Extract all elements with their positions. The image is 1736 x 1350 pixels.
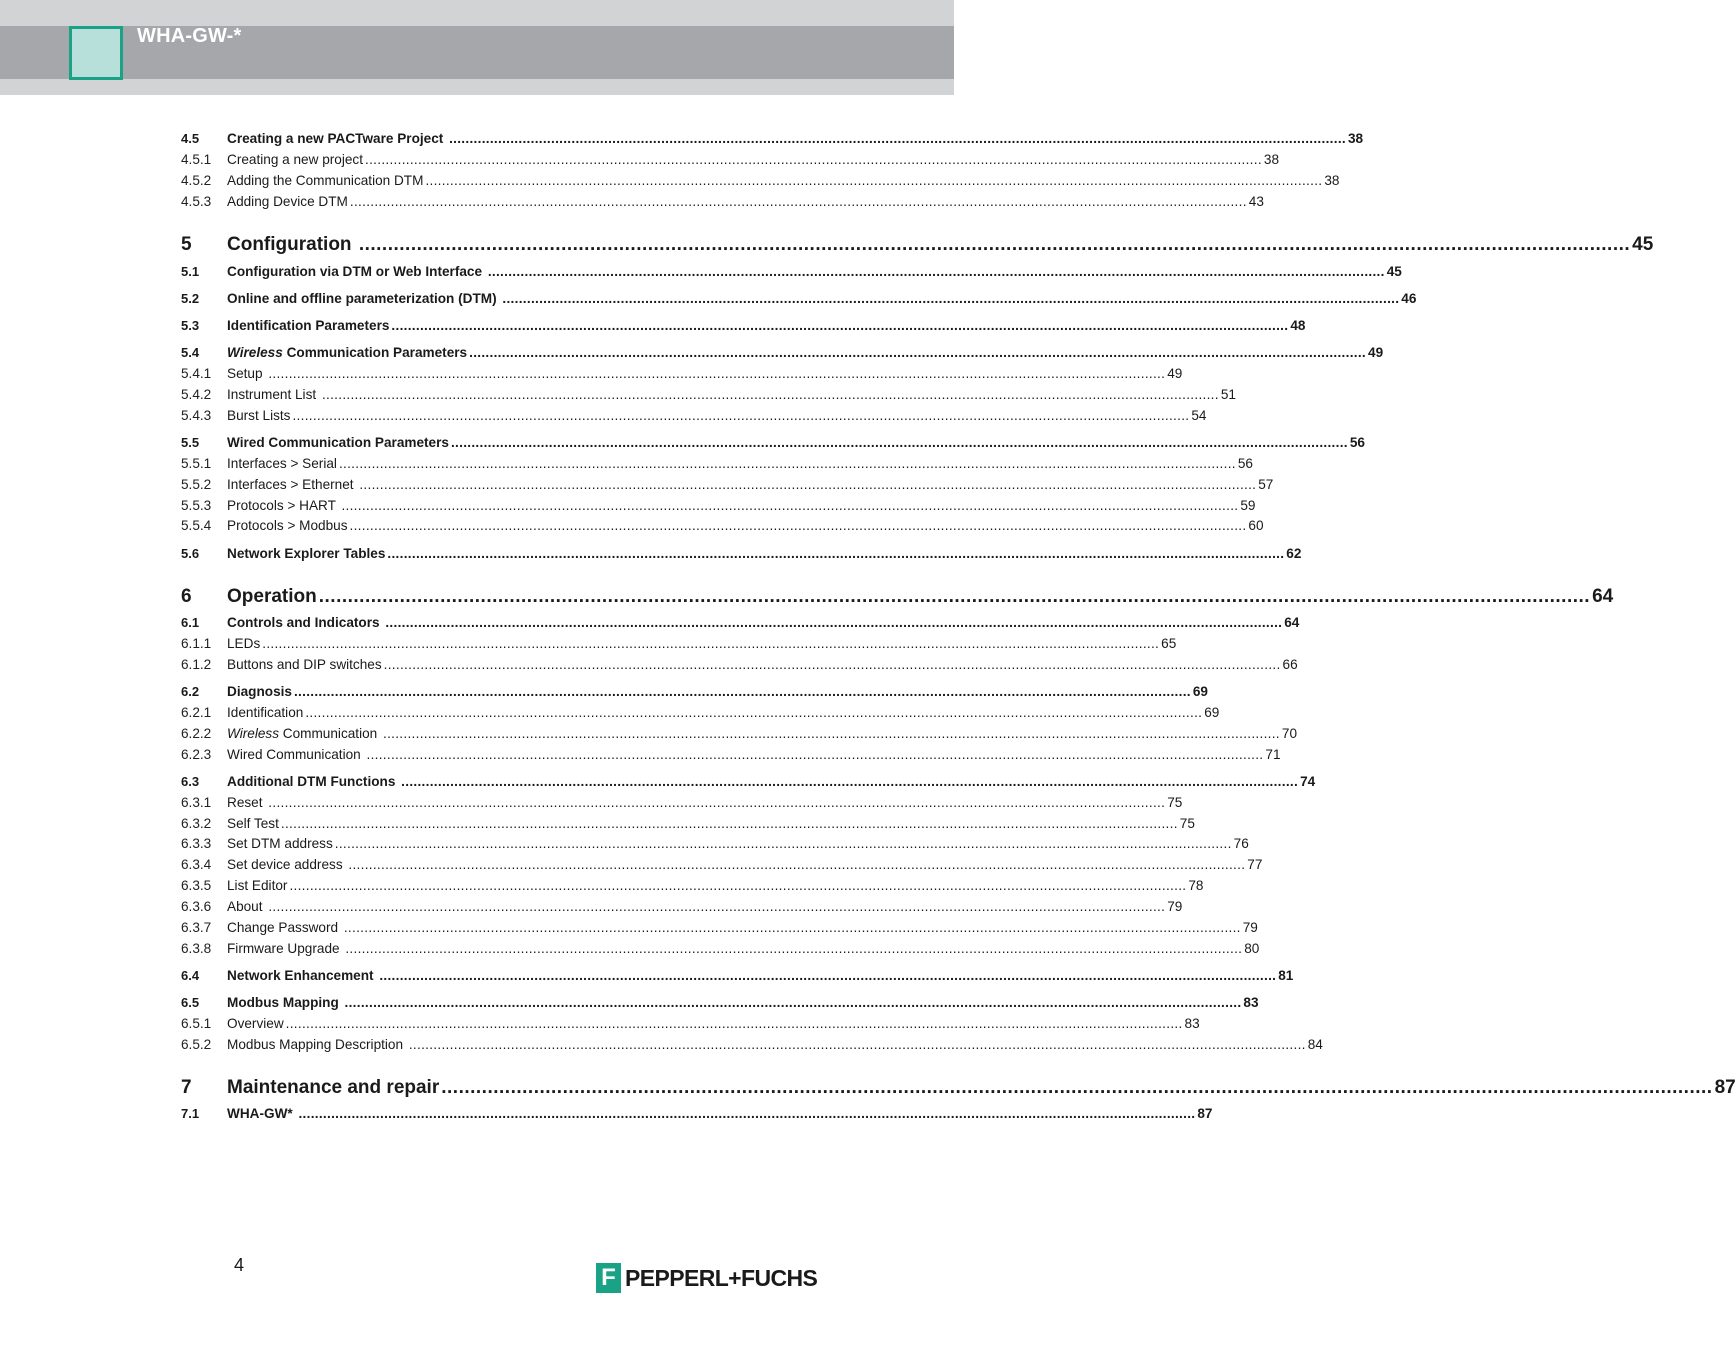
toc-title: About [227, 899, 267, 914]
toc-number: 7.1 [181, 1106, 200, 1121]
toc-title: Additional DTM Functions [227, 774, 400, 789]
toc-number: 6.4 [181, 968, 200, 983]
toc-leader-dots: ............................................................................................................................................................................................................................ [268, 795, 1166, 810]
toc-title: WHA-GW* [227, 1106, 297, 1121]
toc-subsection[interactable] [181, 836, 1249, 851]
toc-section[interactable] [181, 684, 1208, 699]
toc-chapter[interactable] [181, 1077, 1736, 1099]
toc-title: Set DTM address [227, 836, 333, 851]
toc-page: 56 [1237, 456, 1253, 471]
toc-leader-dots: ............................................................................................................................................................................................................................ [298, 1106, 1196, 1121]
toc-subsection[interactable] [181, 1016, 1200, 1031]
toc-number: 6.3.4 [181, 857, 212, 872]
toc-subsection[interactable] [181, 816, 1195, 831]
toc-title: Buttons and DIP switches [227, 657, 382, 672]
toc-leader-dots: ............................................................................................................................................................................................................................ [425, 173, 1323, 188]
toc-leader-dots: ............................................................................................................................................................................................................................ [343, 920, 1241, 935]
toc-section[interactable] [181, 774, 1316, 789]
toc-number: 5.3 [181, 318, 200, 333]
toc-subsection[interactable] [181, 173, 1340, 188]
toc-leader-dots: ............................................................................................................................................................................................................................ [450, 435, 1348, 450]
toc-title-rest: Communication Parameters [282, 345, 468, 360]
toc-leader-dots: ............................................................................................................................................................................................................................ [292, 408, 1190, 423]
toc-page: 57 [1258, 477, 1274, 492]
toc-title: Self Test [227, 816, 279, 831]
toc-number: 5.5 [181, 435, 200, 450]
toc-leader-dots: ............................................................................................................................................................................................................................ [268, 899, 1166, 914]
toc-number: 5.5.3 [181, 498, 212, 513]
toc-leader-dots: ............................................................................................................................................................................................................................ [285, 1016, 1183, 1031]
toc-subsection[interactable] [181, 387, 1236, 402]
toc-number: 6.3.2 [181, 816, 212, 831]
toc-page: 78 [1188, 878, 1204, 893]
toc-page: 81 [1278, 968, 1294, 983]
toc-page: 56 [1349, 435, 1365, 450]
toc-subsection[interactable] [181, 498, 1256, 513]
toc-number: 6.3.3 [181, 836, 212, 851]
toc-page: 79 [1242, 920, 1258, 935]
toc-leader-dots: ............................................................................................................................................................................................................................ [318, 586, 1591, 607]
toc-subsection[interactable] [181, 857, 1263, 872]
toc-leader-dots: ............................................................................................................................................................................................................................ [391, 318, 1289, 333]
toc-leader-dots: ............................................................................................................................................................................................................................ [365, 152, 1262, 167]
toc-page: 74 [1300, 774, 1316, 789]
toc-subsection[interactable] [181, 518, 1264, 533]
toc-number: 6.1.2 [181, 657, 212, 672]
toc-section[interactable] [181, 131, 1364, 146]
toc-page: 80 [1244, 941, 1260, 956]
toc-page: 54 [1191, 408, 1207, 423]
toc-title-italic: Wireless [227, 726, 279, 741]
toc-chapter[interactable] [181, 586, 1614, 608]
toc-page: 48 [1290, 318, 1306, 333]
toc-title: Firmware Upgrade [227, 941, 344, 956]
toc-subsection[interactable] [181, 705, 1220, 720]
toc-title: Online and offline parameterization (DTM) [227, 291, 501, 306]
toc-page: 75 [1179, 816, 1195, 831]
toc-section[interactable] [181, 264, 1402, 279]
toc-number: 5.4 [181, 345, 200, 360]
toc-leader-dots: ............................................................................................................................................................................................................................ [366, 747, 1264, 762]
toc-number: 6.2.2 [181, 726, 212, 741]
toc-title: Modbus Mapping Description [227, 1037, 407, 1052]
toc-title: Change Password [227, 920, 342, 935]
toc-section[interactable] [181, 435, 1365, 450]
toc-title-italic: Wireless [227, 345, 283, 360]
toc-subsection[interactable] [181, 194, 1264, 209]
toc-leader-dots: ............................................................................................................................................................................................................................ [441, 1077, 1713, 1098]
toc-title: Interfaces > Ethernet [227, 477, 358, 492]
toc-leader-dots: ............................................................................................................................................................................................................................ [487, 264, 1385, 279]
toc-leader-dots: ............................................................................................................................................................................................................................ [348, 857, 1246, 872]
toc-title: Identification Parameters [227, 318, 390, 333]
toc-number: 7 [181, 1077, 192, 1098]
toc-title: Network Explorer Tables [227, 546, 386, 561]
toc-title: Wired Communication Parameters [227, 435, 449, 450]
toc-leader-dots: ............................................................................................................................................................................................................................ [359, 477, 1257, 492]
toc-number: 6.2.1 [181, 705, 212, 720]
toc-number: 6.3.7 [181, 920, 212, 935]
toc-leader-dots: ............................................................................................................................................................................................................................ [289, 878, 1187, 893]
page-number: 4 [234, 1255, 245, 1275]
toc-subsection[interactable] [181, 657, 1298, 672]
toc-title: Creating a new PACTware Project [227, 131, 448, 146]
toc-page: 79 [1167, 899, 1183, 914]
toc-title: List Editor [227, 878, 288, 893]
toc-number: 6.5.1 [181, 1016, 212, 1031]
toc-section[interactable] [181, 291, 1417, 306]
toc-page: 70 [1281, 726, 1298, 741]
toc-subsection[interactable] [181, 899, 1183, 914]
toc-leader-dots: ............................................................................................................................................................................................................................ [385, 615, 1283, 630]
toc-title: Configuration via DTM or Web Interface [227, 264, 486, 279]
toc-page: 51 [1220, 387, 1236, 402]
toc-subsection[interactable] [181, 747, 1281, 762]
toc-leader-dots: ............................................................................................................................................................................................................................ [280, 816, 1178, 831]
toc-page: 71 [1265, 747, 1281, 762]
toc-title: Protocols > HART [227, 498, 340, 513]
toc-section[interactable] [181, 318, 1306, 333]
toc-title: Controls and Indicators [227, 615, 384, 630]
toc-leader-dots: ............................................................................................................................................................................................................................ [383, 657, 1281, 672]
toc-leader-dots: ............................................................................................................................................................................................................................ [268, 366, 1166, 381]
pepperl-fuchs-logo [596, 1263, 817, 1293]
toc-title: Interfaces > Serial [227, 456, 337, 471]
toc-page: 49 [1368, 345, 1384, 360]
toc-title: LEDs [227, 636, 261, 651]
toc-number: 4.5 [181, 131, 200, 146]
toc-title: Modbus Mapping [227, 995, 343, 1010]
toc-title: Diagnosis [227, 684, 292, 699]
logo-text: PEPPERL+FUCHS [625, 1264, 818, 1291]
toc-page: 62 [1286, 546, 1302, 561]
toc-number: 6.2.3 [181, 747, 212, 762]
toc-number: 6.3 [181, 774, 200, 789]
toc-page: 66 [1282, 657, 1298, 672]
toc-subsection[interactable] [181, 152, 1280, 167]
toc-page: 83 [1243, 995, 1259, 1010]
toc-title: Adding the Communication DTM [227, 173, 424, 188]
toc-leader-dots: ............................................................................................................................................................................................................................ [349, 194, 1247, 209]
toc-title: Overview [227, 1016, 284, 1031]
toc-number: 5.4.3 [181, 408, 212, 423]
toc-title: Protocols > Modbus [227, 518, 348, 533]
toc-leader-dots: ............................................................................................................................................................................................................................ [358, 234, 1631, 255]
toc-leader-dots: ............................................................................................................................................................................................................................ [334, 836, 1232, 851]
toc-subsection[interactable] [181, 1037, 1323, 1052]
toc-number: 6.3.5 [181, 878, 212, 893]
toc-leader-dots: ............................................................................................................................................................................................................................ [502, 291, 1400, 306]
toc-page: 87 [1714, 1077, 1736, 1098]
toc-leader-dots: ............................................................................................................................................................................................................................ [321, 387, 1219, 402]
toc-title: Instrument List [227, 387, 320, 402]
toc-leader-dots: ............................................................................................................................................................................................................................ [449, 131, 1346, 146]
toc-leader-dots: ............................................................................................................................................................................................................................ [262, 636, 1160, 651]
toc-number: 5 [181, 234, 192, 255]
toc-page: 46 [1401, 291, 1417, 306]
toc-title: Reset [227, 795, 267, 810]
toc-leader-dots: ............................................................................................................................................................................................................................ [341, 498, 1239, 513]
toc-page: 38 [1324, 173, 1340, 188]
toc-number: 6.5.2 [181, 1037, 212, 1052]
header-square-icon [69, 26, 123, 80]
toc-subsection[interactable] [181, 878, 1204, 893]
toc-page: 64 [1592, 586, 1614, 607]
toc-number: 5.5.1 [181, 456, 212, 471]
toc-number: 4.5.3 [181, 194, 212, 209]
toc-page: 75 [1167, 795, 1183, 810]
toc-section[interactable] [181, 345, 1384, 360]
toc-page: 69 [1204, 705, 1220, 720]
toc-number: 6.1.1 [181, 636, 212, 651]
toc-page: 84 [1307, 1037, 1323, 1052]
logo-mark-icon: F [596, 1263, 621, 1293]
toc-leader-dots: ............................................................................................................................................................................................................................ [338, 456, 1236, 471]
toc-number: 6.5 [181, 995, 200, 1010]
toc-leader-dots: ............................................................................................................................................................................................................................ [344, 995, 1242, 1010]
toc-subsection[interactable] [181, 941, 1260, 956]
toc-page: 87 [1197, 1106, 1213, 1121]
header-bottom-stripe [0, 79, 954, 95]
toc-section[interactable] [181, 1106, 1213, 1121]
toc-subsection[interactable] [181, 795, 1183, 810]
toc-title [227, 345, 467, 360]
toc-title: Operation [227, 586, 317, 607]
toc-subsection[interactable] [181, 920, 1258, 935]
toc-section[interactable] [181, 995, 1259, 1010]
toc-title: Creating a new project [227, 152, 364, 167]
toc-leader-dots: ............................................................................................................................................................................................................................ [293, 684, 1191, 699]
toc-leader-dots: ............................................................................................................................................................................................................................ [401, 774, 1299, 789]
toc-leader-dots: ............................................................................................................................................................................................................................ [408, 1037, 1306, 1052]
toc-page: 76 [1233, 836, 1249, 851]
toc-number: 5.2 [181, 291, 200, 306]
toc-number: 5.5.2 [181, 477, 212, 492]
toc-number: 5.1 [181, 264, 200, 279]
toc-page: 38 [1347, 131, 1364, 146]
toc-title: Set device address [227, 857, 347, 872]
toc-page: 64 [1284, 615, 1300, 630]
toc-page: 59 [1240, 498, 1256, 513]
toc-page: 83 [1184, 1016, 1200, 1031]
toc-leader-dots: ............................................................................................................................................................................................................................ [345, 941, 1243, 956]
toc-leader-dots: ............................................................................................................................................................................................................................ [469, 345, 1367, 360]
toc-chapter[interactable] [181, 234, 1654, 256]
toc-title: Wired Communication [227, 747, 365, 762]
toc-number: 6.3.1 [181, 795, 212, 810]
toc-page: 45 [1632, 234, 1654, 255]
toc-page: 49 [1167, 366, 1183, 381]
toc-subsection[interactable] [181, 726, 1298, 741]
toc-subsection[interactable] [181, 456, 1253, 471]
toc-section[interactable] [181, 968, 1294, 983]
toc-title-rest: Communication [279, 726, 381, 741]
toc-subsection[interactable] [181, 366, 1183, 381]
toc-title [227, 726, 381, 741]
toc-title: Configuration [227, 234, 357, 255]
document-title: WHA-GW-* [137, 25, 242, 47]
toc-number: 5.4.1 [181, 366, 212, 381]
toc-section[interactable] [181, 615, 1300, 630]
toc-subsection[interactable] [181, 408, 1207, 423]
toc-title: Setup [227, 366, 267, 381]
toc-leader-dots: ............................................................................................................................................................................................................................ [379, 968, 1277, 983]
toc-number: 5.6 [181, 546, 200, 561]
toc-number: 6.3.6 [181, 899, 212, 914]
toc-subsection[interactable] [181, 477, 1274, 492]
toc-page: 45 [1386, 264, 1402, 279]
toc-page: 60 [1248, 518, 1264, 533]
toc-page: 69 [1192, 684, 1208, 699]
toc-leader-dots: ............................................................................................................................................................................................................................ [349, 518, 1247, 533]
toc-title: Adding Device DTM [227, 194, 348, 209]
toc-number: 6.1 [181, 615, 200, 630]
toc-page: 43 [1248, 194, 1264, 209]
toc-number: 6.3.8 [181, 941, 212, 956]
toc-title: Burst Lists [227, 408, 291, 423]
toc-number: 4.5.1 [181, 152, 212, 167]
toc-leader-dots: ............................................................................................................................................................................................................................ [383, 726, 1280, 741]
toc-page: 38 [1263, 152, 1280, 167]
toc-subsection[interactable] [181, 636, 1177, 651]
toc-number: 6.2 [181, 684, 200, 699]
header-top-stripe [0, 0, 954, 26]
toc-section[interactable] [181, 546, 1302, 561]
toc-title: Network Enhancement [227, 968, 378, 983]
toc-title: Maintenance and repair [227, 1077, 440, 1098]
toc-page: 65 [1161, 636, 1177, 651]
toc-leader-dots: ............................................................................................................................................................................................................................ [387, 546, 1285, 561]
toc-number: 5.5.4 [181, 518, 212, 533]
toc-page: 77 [1247, 857, 1263, 872]
toc-number: 5.4.2 [181, 387, 212, 402]
toc-number: 4.5.2 [181, 173, 212, 188]
toc-leader-dots: ............................................................................................................................................................................................................................ [305, 705, 1203, 720]
toc-number: 6 [181, 586, 192, 607]
toc-title: Identification [227, 705, 304, 720]
